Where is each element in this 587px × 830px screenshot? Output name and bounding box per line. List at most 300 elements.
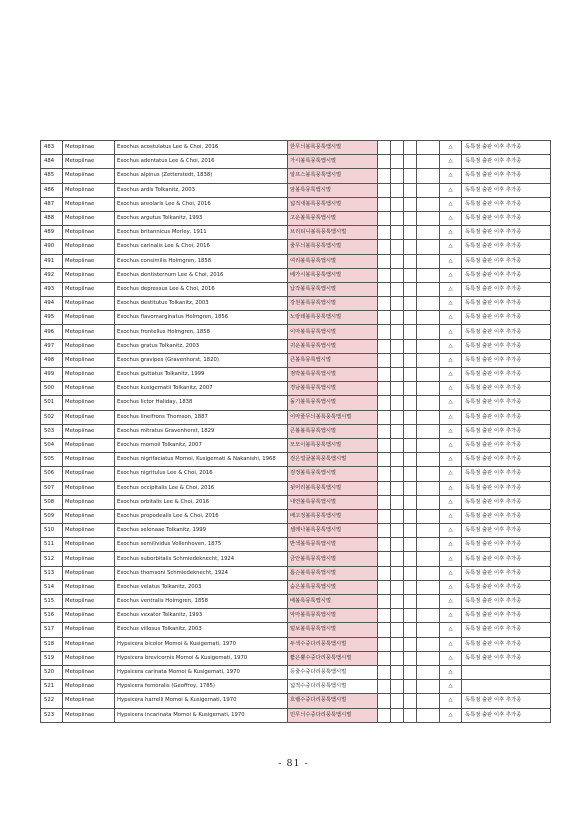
row-number: 523 bbox=[41, 708, 63, 722]
korean-name-cell: 귀운볼록뭉툭맵시벌 bbox=[288, 339, 378, 353]
subfamily-cell: Metopiinae bbox=[63, 609, 115, 623]
empty-cell bbox=[391, 339, 404, 353]
korean-name-cell: 고운볼록뭉툭맵시벌 bbox=[288, 211, 378, 225]
species-name-cell: Exochus frontellus Holmgren, 1858 bbox=[115, 325, 288, 339]
note-cell: 독특점 출판 이후 추가종 bbox=[462, 651, 551, 665]
empty-cell bbox=[378, 141, 391, 155]
row-number: 507 bbox=[41, 481, 63, 495]
empty-cell bbox=[391, 595, 404, 609]
note-cell: 독특점 출판 이후 추가종 bbox=[462, 438, 551, 452]
korean-name-cell: 암볼록뭉툭맵시벌 bbox=[288, 183, 378, 197]
row-number: 500 bbox=[41, 382, 63, 396]
status-mark-cell: △ bbox=[440, 368, 462, 382]
species-name-cell: Exochus consimilis Holmgren, 1858 bbox=[115, 254, 288, 268]
note-cell: 독특점 출판 이후 추가종 bbox=[462, 368, 551, 382]
status-mark-cell: △ bbox=[440, 226, 462, 240]
korean-name-cell: 악마볼록뭉툭맵시벌 bbox=[288, 609, 378, 623]
status-mark-cell: △ bbox=[440, 609, 462, 623]
status-mark-cell: △ bbox=[440, 665, 462, 679]
note-cell: 독특점 출판 이후 추가종 bbox=[462, 396, 551, 410]
korean-name-cell: 짧은뿔수중다리뭉툭맵시벌 bbox=[288, 651, 378, 665]
species-name-cell: Exochus thomsoni Schmiedeknecht, 1924 bbox=[115, 566, 288, 580]
empty-cell bbox=[404, 509, 417, 523]
empty-cell bbox=[417, 680, 440, 694]
korean-name-cell: 강원볼록뭉툭맵시벌 bbox=[288, 297, 378, 311]
row-number: 506 bbox=[41, 467, 63, 481]
empty-cell bbox=[417, 438, 440, 452]
empty-cell bbox=[417, 311, 440, 325]
note-cell: 독특점 출판 이후 추가종 bbox=[462, 240, 551, 254]
korean-name-cell: 민무늬수중다리뭉툭맵시벌 bbox=[288, 708, 378, 722]
subfamily-cell: Metopiinae bbox=[63, 509, 115, 523]
korean-name-cell: 이마볼록뭉툭맵시벌 bbox=[288, 325, 378, 339]
empty-cell bbox=[378, 552, 391, 566]
empty-cell bbox=[417, 665, 440, 679]
status-mark-cell: △ bbox=[440, 467, 462, 481]
status-mark-cell: △ bbox=[440, 339, 462, 353]
table-row bbox=[41, 169, 551, 183]
empty-cell bbox=[391, 396, 404, 410]
row-number: 490 bbox=[41, 240, 63, 254]
empty-cell bbox=[417, 424, 440, 438]
empty-cell bbox=[391, 282, 404, 296]
row-number: 521 bbox=[41, 680, 63, 694]
note-cell: 독특점 출판 이후 추가종 bbox=[462, 382, 551, 396]
korean-name-cell: 경남볼록뭉툭맵시벌 bbox=[288, 382, 378, 396]
table-row bbox=[41, 410, 551, 424]
row-number: 488 bbox=[41, 211, 63, 225]
subfamily-cell: Metopiinae bbox=[63, 254, 115, 268]
table-row bbox=[41, 580, 551, 594]
empty-cell bbox=[417, 595, 440, 609]
empty-cell bbox=[378, 509, 391, 523]
status-mark-cell: △ bbox=[440, 481, 462, 495]
row-number: 483 bbox=[41, 141, 63, 155]
species-name-cell: Hypsicera carinata Momoi & Kusigemati, 1970 bbox=[115, 665, 288, 679]
status-mark-cell: △ bbox=[440, 708, 462, 722]
species-name-cell: Exochus occipitalis Lee & Choi, 2016 bbox=[115, 481, 288, 495]
subfamily-cell: Metopiinae bbox=[63, 368, 115, 382]
species-name-cell: Exochus velatus Tolkanitz, 2003 bbox=[115, 580, 288, 594]
row-number: 489 bbox=[41, 226, 63, 240]
korean-name-cell: 노랑테볼록뭉툭맵시벌 bbox=[288, 311, 378, 325]
subfamily-cell: Metopiinae bbox=[63, 481, 115, 495]
empty-cell bbox=[404, 268, 417, 282]
row-number: 505 bbox=[41, 453, 63, 467]
subfamily-cell: Metopiinae bbox=[63, 680, 115, 694]
table-row bbox=[41, 155, 551, 169]
empty-cell bbox=[391, 580, 404, 594]
species-name-cell: Exochus semilividus Vollenhoven, 1875 bbox=[115, 538, 288, 552]
empty-cell bbox=[417, 282, 440, 296]
subfamily-cell: Metopiinae bbox=[63, 495, 115, 509]
empty-cell bbox=[417, 580, 440, 594]
status-mark-cell: △ bbox=[440, 155, 462, 169]
note-cell: 독특점 출판 이후 추가종 bbox=[462, 552, 551, 566]
status-mark-cell: △ bbox=[440, 396, 462, 410]
korean-name-cell: 검정볼록뭉툭맵시벌 bbox=[288, 467, 378, 481]
empty-cell bbox=[391, 382, 404, 396]
note-cell: 독특점 출판 이후 추가종 bbox=[462, 509, 551, 523]
table-row bbox=[41, 680, 551, 694]
empty-cell bbox=[404, 708, 417, 722]
subfamily-cell: Metopiinae bbox=[63, 353, 115, 367]
species-name-cell: Exochus argutus Tolkanitz, 1993 bbox=[115, 211, 288, 225]
empty-cell bbox=[378, 680, 391, 694]
table-row bbox=[41, 694, 551, 708]
empty-cell bbox=[391, 637, 404, 651]
status-mark-cell: △ bbox=[440, 495, 462, 509]
korean-name-cell: 내연볼록뭉툭맵시벌 bbox=[288, 495, 378, 509]
empty-cell bbox=[417, 141, 440, 155]
note-cell: 독특점 출판 이후 추가종 bbox=[462, 254, 551, 268]
status-mark-cell: △ bbox=[440, 141, 462, 155]
note-cell: 독특점 출판 이후 추가종 bbox=[462, 282, 551, 296]
status-mark-cell: △ bbox=[440, 552, 462, 566]
korean-name-cell: 톰슨볼록뭉툭맵시벌 bbox=[288, 566, 378, 580]
korean-name-cell: 털보볼록뭉툭맵시벌 bbox=[288, 623, 378, 637]
empty-cell bbox=[391, 424, 404, 438]
subfamily-cell: Metopiinae bbox=[63, 141, 115, 155]
empty-cell bbox=[378, 268, 391, 282]
empty-cell bbox=[404, 396, 417, 410]
subfamily-cell: Metopiinae bbox=[63, 467, 115, 481]
status-mark-cell: △ bbox=[440, 297, 462, 311]
empty-cell bbox=[391, 509, 404, 523]
empty-cell bbox=[417, 268, 440, 282]
table-row bbox=[41, 665, 551, 679]
status-mark-cell: △ bbox=[440, 353, 462, 367]
empty-cell bbox=[417, 524, 440, 538]
empty-cell bbox=[391, 481, 404, 495]
empty-cell bbox=[404, 368, 417, 382]
row-number: 486 bbox=[41, 183, 63, 197]
empty-cell bbox=[417, 538, 440, 552]
subfamily-cell: Metopiinae bbox=[63, 453, 115, 467]
korean-name-cell: 셀레나볼록뭉툭맵시벌 bbox=[288, 524, 378, 538]
note-cell: 독특점 출판 이후 추가종 bbox=[462, 226, 551, 240]
row-number: 522 bbox=[41, 694, 63, 708]
empty-cell bbox=[417, 410, 440, 424]
subfamily-cell: Metopiinae bbox=[63, 155, 115, 169]
row-number: 502 bbox=[41, 410, 63, 424]
row-number: 485 bbox=[41, 169, 63, 183]
row-number: 517 bbox=[41, 623, 63, 637]
empty-cell bbox=[404, 339, 417, 353]
status-mark-cell: △ bbox=[440, 240, 462, 254]
table-row bbox=[41, 339, 551, 353]
empty-cell bbox=[378, 339, 391, 353]
empty-cell bbox=[404, 438, 417, 452]
row-number: 499 bbox=[41, 368, 63, 382]
row-number: 515 bbox=[41, 595, 63, 609]
empty-cell bbox=[391, 311, 404, 325]
species-name-cell: Exochus momoii Tolkanitz, 2007 bbox=[115, 438, 288, 452]
note-cell: 독특점 출판 이후 추가종 bbox=[462, 211, 551, 225]
empty-cell bbox=[404, 410, 417, 424]
species-name-cell: Hypsicera bicolor Momoi & Kusigemati, 1970 bbox=[115, 637, 288, 651]
table-row bbox=[41, 382, 551, 396]
status-mark-cell: △ bbox=[440, 254, 462, 268]
empty-cell bbox=[417, 155, 440, 169]
empty-cell bbox=[417, 211, 440, 225]
species-name-cell: Exochus kusigematii Tolkanitz, 2007 bbox=[115, 382, 288, 396]
subfamily-cell: Metopiinae bbox=[63, 566, 115, 580]
table-row bbox=[41, 311, 551, 325]
row-number: 509 bbox=[41, 509, 63, 523]
empty-cell bbox=[391, 524, 404, 538]
table-row bbox=[41, 325, 551, 339]
empty-cell bbox=[417, 169, 440, 183]
korean-name-cell: 넓적수중다리뭉툭맵시벌 bbox=[288, 680, 378, 694]
empty-cell bbox=[404, 169, 417, 183]
subfamily-cell: Metopiinae bbox=[63, 538, 115, 552]
table-row bbox=[41, 226, 551, 240]
empty-cell bbox=[378, 183, 391, 197]
korean-name-cell: 납작볼록뭉툭맵시벌 bbox=[288, 282, 378, 296]
empty-cell bbox=[404, 325, 417, 339]
empty-cell bbox=[404, 311, 417, 325]
subfamily-cell: Metopiinae bbox=[63, 297, 115, 311]
table-row bbox=[41, 368, 551, 382]
empty-cell bbox=[417, 226, 440, 240]
subfamily-cell: Metopiinae bbox=[63, 169, 115, 183]
note-cell: 독특점 출판 이후 추가종 bbox=[462, 169, 551, 183]
empty-cell bbox=[417, 396, 440, 410]
table-row bbox=[41, 183, 551, 197]
note-cell: 독특점 출판 이후 추가종 bbox=[462, 566, 551, 580]
empty-cell bbox=[417, 325, 440, 339]
empty-cell bbox=[404, 211, 417, 225]
empty-cell bbox=[378, 580, 391, 594]
subfamily-cell: Metopiinae bbox=[63, 240, 115, 254]
subfamily-cell: Metopiinae bbox=[63, 268, 115, 282]
empty-cell bbox=[417, 453, 440, 467]
table-row bbox=[41, 211, 551, 225]
korean-name-cell: 돌기볼록뭉툭맵시벌 bbox=[288, 396, 378, 410]
empty-cell bbox=[417, 183, 440, 197]
row-number: 513 bbox=[41, 566, 63, 580]
table-row bbox=[41, 524, 551, 538]
empty-cell bbox=[404, 495, 417, 509]
note-cell bbox=[462, 680, 551, 694]
status-mark-cell: △ bbox=[440, 183, 462, 197]
table-row bbox=[41, 453, 551, 467]
table-row bbox=[41, 268, 551, 282]
empty-cell bbox=[417, 495, 440, 509]
empty-cell bbox=[378, 297, 391, 311]
korean-name-cell: 숨은볼록뭉툭맵시벌 bbox=[288, 580, 378, 594]
empty-cell bbox=[417, 353, 440, 367]
subfamily-cell: Metopiinae bbox=[63, 623, 115, 637]
empty-cell bbox=[417, 623, 440, 637]
korean-name-cell: 가시볼록뭉툭맵시벌 bbox=[288, 155, 378, 169]
empty-cell bbox=[378, 453, 391, 467]
korean-name-cell: 모모이볼록뭉툭맵시벌 bbox=[288, 438, 378, 452]
empty-cell bbox=[404, 226, 417, 240]
subfamily-cell: Metopiinae bbox=[63, 382, 115, 396]
subfamily-cell: Metopiinae bbox=[63, 694, 115, 708]
row-number: 493 bbox=[41, 282, 63, 296]
row-number: 494 bbox=[41, 297, 63, 311]
empty-cell bbox=[378, 424, 391, 438]
empty-cell bbox=[404, 353, 417, 367]
species-table-container bbox=[40, 140, 550, 723]
table-row bbox=[41, 424, 551, 438]
species-name-cell: Exochus lictor Haliday, 1838 bbox=[115, 396, 288, 410]
empty-cell bbox=[391, 665, 404, 679]
note-cell: 독특점 출판 이후 추가종 bbox=[462, 524, 551, 538]
table-row bbox=[41, 566, 551, 580]
empty-cell bbox=[378, 495, 391, 509]
empty-cell bbox=[417, 368, 440, 382]
empty-cell bbox=[391, 438, 404, 452]
korean-name-cell: 큰볼볼록뭉툭맵시벌 bbox=[288, 424, 378, 438]
table-row bbox=[41, 254, 551, 268]
note-cell: 독특점 출판 이후 추가종 bbox=[462, 141, 551, 155]
empty-cell bbox=[378, 637, 391, 651]
korean-name-cell: 이마줄무늬볼록뭉툭맵시벌 bbox=[288, 410, 378, 424]
status-mark-cell: △ bbox=[440, 595, 462, 609]
status-mark-cell: △ bbox=[440, 424, 462, 438]
species-name-cell: Exochus dentisternum Lee & Choi, 2016 bbox=[115, 268, 288, 282]
empty-cell bbox=[404, 665, 417, 679]
empty-cell bbox=[391, 368, 404, 382]
note-cell: 독특점 출판 이후 추가종 bbox=[462, 595, 551, 609]
note-cell: 독특점 출판 이후 추가종 bbox=[462, 623, 551, 637]
species-name-cell: Exochus britannicus Morley, 1911 bbox=[115, 226, 288, 240]
species-name-cell: Exochus acostulatus Lee & Choi, 2016 bbox=[115, 141, 288, 155]
note-cell: 독특점 출판 이후 추가종 bbox=[462, 353, 551, 367]
subfamily-cell: Metopiinae bbox=[63, 211, 115, 225]
empty-cell bbox=[417, 637, 440, 651]
species-name-cell: Exochus areolaris Lee & Choi, 2016 bbox=[115, 197, 288, 211]
species-name-cell: Exochus propodealis Lee & Choi, 2016 bbox=[115, 509, 288, 523]
empty-cell bbox=[378, 197, 391, 211]
table-row bbox=[41, 282, 551, 296]
empty-cell bbox=[404, 254, 417, 268]
status-mark-cell: △ bbox=[440, 509, 462, 523]
subfamily-cell: Metopiinae bbox=[63, 708, 115, 722]
row-number: 504 bbox=[41, 438, 63, 452]
empty-cell bbox=[391, 353, 404, 367]
row-number: 503 bbox=[41, 424, 63, 438]
empty-cell bbox=[391, 694, 404, 708]
empty-cell bbox=[404, 566, 417, 580]
empty-cell bbox=[391, 211, 404, 225]
empty-cell bbox=[378, 438, 391, 452]
empty-cell bbox=[378, 467, 391, 481]
empty-cell bbox=[404, 680, 417, 694]
empty-cell bbox=[378, 382, 391, 396]
status-mark-cell: △ bbox=[440, 211, 462, 225]
species-name-cell: Exochus gravipes (Gravenhorst, 1820) bbox=[115, 353, 288, 367]
status-mark-cell: △ bbox=[440, 651, 462, 665]
empty-cell bbox=[417, 339, 440, 353]
empty-cell bbox=[378, 240, 391, 254]
empty-cell bbox=[391, 495, 404, 509]
korean-name-cell: 뒷머리볼록뭉툭맵시벌 bbox=[288, 481, 378, 495]
empty-cell bbox=[404, 524, 417, 538]
note-cell: 독특점 출판 이후 추가종 bbox=[462, 155, 551, 169]
empty-cell bbox=[404, 623, 417, 637]
empty-cell bbox=[391, 410, 404, 424]
korean-name-cell: 브리티니볼록뭉툭맵시벌 bbox=[288, 226, 378, 240]
empty-cell bbox=[417, 481, 440, 495]
korean-name-cell: 큰볼록뭉툭맵시벌 bbox=[288, 353, 378, 367]
empty-cell bbox=[404, 382, 417, 396]
empty-cell bbox=[404, 197, 417, 211]
korean-name-cell: 배가시볼록뭉툭맵시벌 bbox=[288, 268, 378, 282]
table-row bbox=[41, 353, 551, 367]
status-mark-cell: △ bbox=[440, 566, 462, 580]
subfamily-cell: Metopiinae bbox=[63, 410, 115, 424]
subfamily-cell: Metopiinae bbox=[63, 339, 115, 353]
empty-cell bbox=[417, 382, 440, 396]
empty-cell bbox=[391, 169, 404, 183]
korean-name-cell: 점박볼록뭉툭맵시벌 bbox=[288, 368, 378, 382]
species-name-cell: Exochus gratus Tolkanitz, 2003 bbox=[115, 339, 288, 353]
empty-cell bbox=[391, 538, 404, 552]
species-name-cell: Exochus lineifrons Thomson, 1887 bbox=[115, 410, 288, 424]
row-number: 516 bbox=[41, 609, 63, 623]
species-name-cell: Exochus villosus Tolkanitz, 2003 bbox=[115, 623, 288, 637]
note-cell: 독특점 출판 이후 추가종 bbox=[462, 183, 551, 197]
empty-cell bbox=[378, 651, 391, 665]
empty-cell bbox=[378, 708, 391, 722]
subfamily-cell: Metopiinae bbox=[63, 524, 115, 538]
status-mark-cell: △ bbox=[440, 637, 462, 651]
species-name-cell: Exochus adentatus Lee & Choi, 2016 bbox=[115, 155, 288, 169]
note-cell: 독특점 출판 이후 추가종 bbox=[462, 297, 551, 311]
korean-name-cell: 등줄수중다리뭉툭맵시벌 bbox=[288, 665, 378, 679]
empty-cell bbox=[417, 297, 440, 311]
empty-cell bbox=[404, 580, 417, 594]
species-table-body bbox=[41, 141, 551, 723]
empty-cell bbox=[404, 240, 417, 254]
empty-cell bbox=[417, 240, 440, 254]
species-name-cell: Exochus guttatus Tolkanitz, 1999 bbox=[115, 368, 288, 382]
korean-name-cell: 호렐수중다리뭉툭맵시벌 bbox=[288, 694, 378, 708]
row-number: 487 bbox=[41, 197, 63, 211]
empty-cell bbox=[404, 637, 417, 651]
note-cell: 독특점 출판 이후 추가종 bbox=[462, 453, 551, 467]
species-name-cell: Exochus mitratus Gravenhorst, 1829 bbox=[115, 424, 288, 438]
note-cell bbox=[462, 665, 551, 679]
empty-cell bbox=[404, 609, 417, 623]
korean-name-cell: 배볼록뭉툭맵시벌 bbox=[288, 595, 378, 609]
empty-cell bbox=[391, 651, 404, 665]
row-number: 501 bbox=[41, 396, 63, 410]
note-cell: 독특점 출판 이후 추가종 bbox=[462, 467, 551, 481]
subfamily-cell: Metopiinae bbox=[63, 637, 115, 651]
table-row bbox=[41, 637, 551, 651]
subfamily-cell: Metopiinae bbox=[63, 580, 115, 594]
empty-cell bbox=[417, 254, 440, 268]
empty-cell bbox=[378, 410, 391, 424]
empty-cell bbox=[391, 467, 404, 481]
status-mark-cell: △ bbox=[440, 438, 462, 452]
empty-cell bbox=[391, 240, 404, 254]
species-name-cell: Hypsicera incarinata Momoi & Kusigemati, 1970 bbox=[115, 708, 288, 722]
note-cell: 독특점 출판 이후 추가종 bbox=[462, 637, 551, 651]
subfamily-cell: Metopiinae bbox=[63, 424, 115, 438]
row-number: 510 bbox=[41, 524, 63, 538]
empty-cell bbox=[378, 694, 391, 708]
species-name-cell: Exochus destitutus Tolkanitz, 2003 bbox=[115, 297, 288, 311]
note-cell: 독특점 출판 이후 추가종 bbox=[462, 495, 551, 509]
korean-name-cell: 반색볼록뭉툭맵시벌 bbox=[288, 538, 378, 552]
